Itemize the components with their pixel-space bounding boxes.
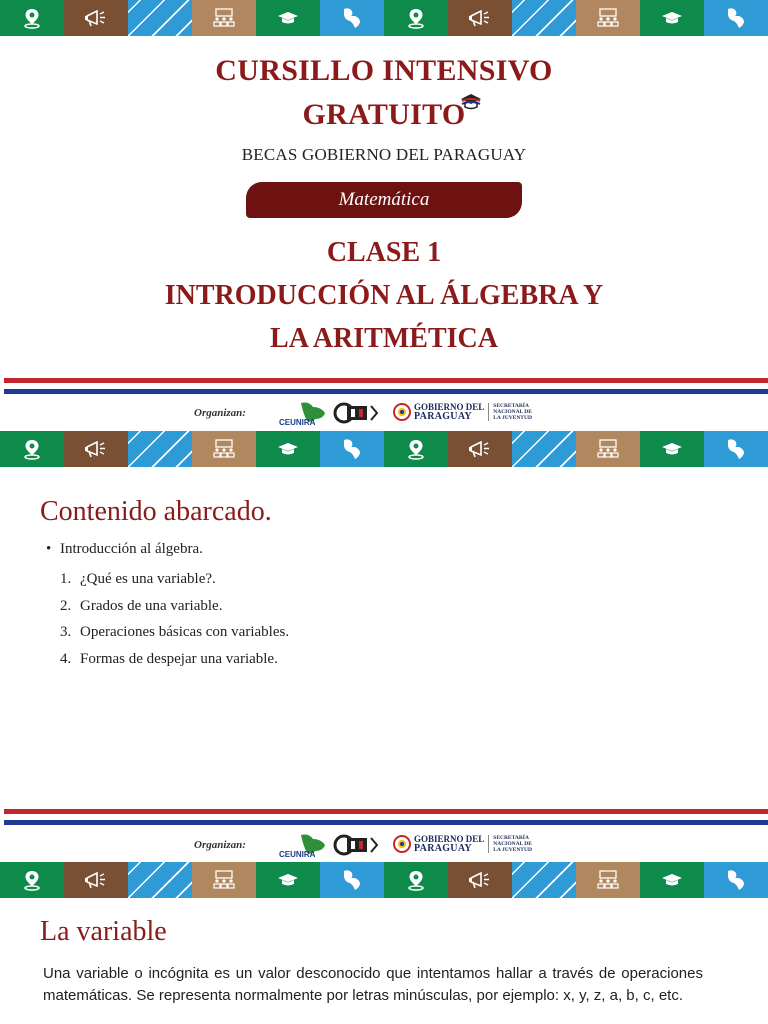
pin-icon <box>0 431 64 467</box>
secretaria-juventud-logo: SECRETARÍA NACIONAL DE LA JUVENTUD <box>493 835 532 853</box>
bullet-item: • Introducción al álgebra. <box>46 541 203 557</box>
list-item: 1. ¿Qué es una variable?. <box>60 571 216 587</box>
megaphone-icon <box>448 431 512 467</box>
contents-list <box>60 571 289 677</box>
pin-icon <box>384 431 448 467</box>
paraguay-map-icon <box>704 0 768 36</box>
flag-divider <box>4 809 768 827</box>
lesson-title-line1: INTRODUCCIÓN AL ÁLGEBRA Y <box>164 280 604 311</box>
grad-cap-icon <box>256 431 320 467</box>
classroom-icon <box>192 862 256 898</box>
paraguay-map-icon <box>320 0 384 36</box>
grad-cap-icon <box>640 0 704 36</box>
list-item: 3. Operaciones básicas con variables. <box>60 624 290 640</box>
pin-icon <box>384 862 448 898</box>
stripe-tile <box>512 862 576 898</box>
cover-title-line1: CURSILLO INTENSIVO <box>215 54 553 87</box>
megaphone-icon <box>448 0 512 36</box>
lesson-title-line2: LA ARITMÉTICA <box>270 323 498 354</box>
list-item: 4. Formas de despejar una variable. <box>60 650 278 667</box>
top-banner <box>0 0 768 36</box>
classroom-icon <box>576 431 640 467</box>
variable-heading: La variable <box>40 916 167 947</box>
megaphone-icon <box>448 862 512 898</box>
graduation-cap-flag-icon <box>458 92 484 110</box>
contents-heading: Contenido abarcado. <box>40 496 272 527</box>
stripe-tile <box>128 0 192 36</box>
stripe-tile <box>128 431 192 467</box>
paraguay-map-icon <box>320 431 384 467</box>
grad-cap-icon <box>256 862 320 898</box>
ceunira-logo: CEUNIRA <box>279 401 327 427</box>
grad-cap-icon <box>256 0 320 36</box>
subject-badge: Matemática <box>246 182 522 218</box>
paraguay-seal-icon <box>393 403 411 421</box>
classroom-icon <box>576 0 640 36</box>
pin-icon <box>0 0 64 36</box>
secretaria-juventud-logo: SECRETARÍA NACIONAL DE LA JUVENTUD <box>493 403 532 421</box>
middle-banner <box>0 431 768 467</box>
cover-subtitle: BECAS GOBIERNO DEL PARAGUAY <box>241 145 527 164</box>
organizers-label: Organizan: <box>194 839 246 851</box>
gobierno-paraguay-logo: GOBIERNO DEL PARAGUAY SECRETARÍA NACIONAL DE LA JUVENTUD <box>393 403 532 421</box>
megaphone-icon <box>64 0 128 36</box>
clase-number: CLASE 1 <box>326 237 442 268</box>
stripe-tile <box>128 862 192 898</box>
cover-title-line2: GRATUITO <box>302 98 466 131</box>
classroom-icon <box>192 431 256 467</box>
grad-cap-icon <box>640 862 704 898</box>
pin-icon <box>384 0 448 36</box>
variable-definition: Una variable o incógnita es un valor desconocido que intentamos hallar a través de operaciones matemáticas. Se representa normalmente por letras minúsculas, por ejemplo: x, y, z, a, b, c, etc. <box>43 965 703 1004</box>
megaphone-icon <box>64 431 128 467</box>
grad-cap-icon <box>640 431 704 467</box>
flag-divider <box>4 378 768 396</box>
paraguay-seal-icon <box>393 835 411 853</box>
cei-logo <box>333 834 381 863</box>
organizers-label: Organizan: <box>194 407 246 419</box>
gobierno-paraguay-logo: GOBIERNO DEL PARAGUAY SECRETARÍA NACIONAL DE LA JUVENTUD <box>393 835 532 853</box>
stripe-tile <box>512 0 576 36</box>
ceunira-logo: CEUNIRA <box>279 833 327 859</box>
stripe-tile <box>512 431 576 467</box>
organizers-row <box>0 833 768 861</box>
lower-banner <box>0 862 768 898</box>
pin-icon <box>0 862 64 898</box>
paraguay-map-icon <box>320 862 384 898</box>
list-item: 2. Grados de una variable. <box>60 597 223 614</box>
classroom-icon <box>192 0 256 36</box>
cei-logo <box>333 402 381 431</box>
classroom-icon <box>576 862 640 898</box>
paraguay-map-icon <box>704 431 768 467</box>
organizers-row <box>0 401 768 429</box>
paraguay-map-icon <box>704 862 768 898</box>
megaphone-icon <box>64 862 128 898</box>
